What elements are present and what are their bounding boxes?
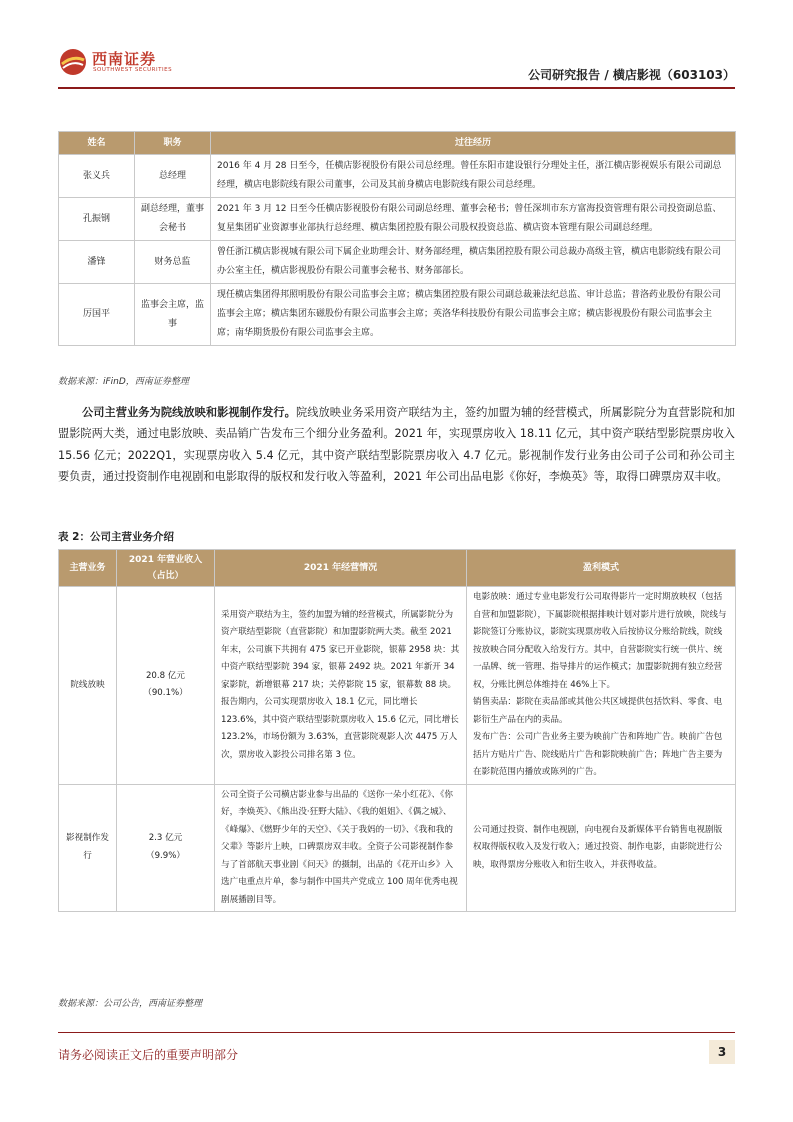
table-row <box>59 241 736 284</box>
exec-name: 孔振钢 <box>59 198 135 241</box>
report-title: 公司研究报告 / 横店影视（603103） <box>528 68 735 82</box>
revenue-share: （90.1%） <box>143 688 188 699</box>
model-paragraph: 销售卖品：影院在卖品部或其他公共区域提供包括饮料、零食、电影衍生产品在内的卖品。 <box>473 697 723 725</box>
segment-model <box>467 587 736 785</box>
header-history: 过往经历 <box>211 132 736 155</box>
table-row <box>59 284 736 346</box>
model-paragraph: 发布广告：公司广告业务主要为映前广告和阵地广告。映前广告包括片方贴片广告、院线贴片广告和影院映前广告；阵地广告主要为在影院范围内播放或陈列的广告。 <box>473 732 723 777</box>
segment-operation: 公司全资子公司横店影业参与出品的《送你一朵小红花》、《你好，李焕英》、《熊出没·狂野大陆》、《我的姐姐》、《偶之城》、《峰爆》、《燃野少年的天空》、《关于我妈的一切》、《我和我的父辈》等影片上映，口碑票房双丰收。全资子公司影视制作参与了首部航天事业剧《问天》的摄制，出品的《花开山乡》入选广电重点片单，参与制作中国共产党成立 100 周年优秀电视剧展播剧目等。 <box>215 784 467 912</box>
logo-english-name: SOUTHWEST SECURITIES <box>93 67 173 73</box>
exec-position: 副总经理，董事会秘书 <box>135 198 211 241</box>
exec-name: 张义兵 <box>59 155 135 198</box>
exec-history: 2021 年 3 月 12 日至今任横店影视股份有限公司副总经理、董事会秘书；曾任深圳市东方富海投资管理有限公司投资副总监、复星集团矿业资源事业部执行总经理、横店集团控股有限公司股权投资总监、横店资本管理有限公司副总经理。 <box>211 198 736 241</box>
exec-history: 现任横店集团得邦照明股份有限公司监事会主席；横店集团控股有限公司副总裁兼法纪总监、审计总监；普洛药业股份有限公司监事会主席；横店集团东磁股份有限公司监事会主席；英洛华科技股份有限公司监事会主席；横店影视股份有限公司监事会主席；南华期货股份有限公司监事会主席。 <box>211 284 736 346</box>
disclaimer-note: 请务必阅读正文后的重要声明部分 <box>58 1048 239 1062</box>
table-row <box>59 198 736 241</box>
segment-revenue <box>117 587 215 785</box>
header-divider <box>58 87 735 89</box>
model-paragraph: 电影放映：通过专业电影发行公司取得影片一定时期放映权（包括自营和加盟影院），下属影院根据排映计划对影片进行放映，院线与影院签订分账协议，影院实现票房收入后按协议分账给院线，院线按放映合同分配收入给发行方。其中，自营影院实行统一供片、统一品牌、统一管理、指导排片的运作模式；加盟影院拥有独立经营权，分账比例总体维持在 46%上下。 <box>473 592 727 690</box>
table-header-row <box>59 132 736 155</box>
biz-table-source: 数据来源：公司公告，西南证券整理 <box>58 999 203 1009</box>
segment-model <box>467 784 736 912</box>
model-paragraph: 公司通过投资、制作电视剧，向电视台及新媒体平台销售电视剧版权取得版权收入及发行收入；通过投资、制作电影，由影院进行公映，取得票房分账收入和衍生收入，并获得收益。 <box>473 824 723 870</box>
header-name: 姓名 <box>59 132 135 155</box>
table-row <box>59 784 736 912</box>
revenue-value: 2.3 亿元 <box>148 833 183 844</box>
business-table <box>58 549 736 912</box>
revenue-value: 20.8 亿元 <box>145 670 186 681</box>
exec-history: 2016 年 4 月 28 日至今，任横店影视股份有限公司总经理。曾任东阳市建设银行分理处主任，浙江横店影视娱乐有限公司副总经理，横店电影院线有限公司董事，公司及其前身横店电影院线有限公司总经理。 <box>211 155 736 198</box>
segment-name: 影视制作发行 <box>59 784 117 912</box>
footer-divider <box>58 1032 735 1033</box>
body-text: 院线放映业务采用资产联结为主，签约加盟为辅的经营模式，所属影院分为直营影院和加盟影院两大类，通过电影放映、卖品销广告发布三个细分业务盈利。2021 年，实现票房收入 18.11 亿元，其中资产联结型影院票房收入 15.56 亿元；2022Q1，实现票房收入 5.4 亿元，其中资产联结型影院票房收入 4.7 亿元。影视制作发行业务由公司子公司和孙公司主要负责，通过投资制作电视剧和电影取得的版权和发行收入等盈利，2021 年公司出品电影《你好，李焕英》等，取得口碑票房双丰收。 <box>58 406 735 484</box>
executive-table <box>58 131 736 346</box>
table-row <box>59 587 736 785</box>
table-header-row <box>59 550 736 587</box>
exec-name: 厉国平 <box>59 284 135 346</box>
header-revenue: 2021 年营业收入（占比） <box>117 550 215 587</box>
header-operation: 2021 年经营情况 <box>215 550 467 587</box>
exec-name: 潘锋 <box>59 241 135 284</box>
logo-emblem-icon <box>58 47 88 77</box>
logo-chinese-name: 西南证券 <box>92 50 157 68</box>
page-number: 3 <box>709 1040 735 1064</box>
exec-position: 财务总监 <box>135 241 211 284</box>
body-lead: 公司主营业务为院线放映和影视制作发行。 <box>82 406 296 419</box>
body-paragraph <box>58 402 735 488</box>
exec-position: 监事会主席，监事 <box>135 284 211 346</box>
exec-position: 总经理 <box>135 155 211 198</box>
company-logo <box>58 45 178 79</box>
exec-history: 曾任浙江横店影视城有限公司下属企业助理会计、财务部经理，横店集团控股有限公司总裁办高级主管，横店电影院线有限公司办公室主任，横店影视股份有限公司董事会秘书、财务部部长。 <box>211 241 736 284</box>
exec-table-source: 数据来源：iFinD，西南证券整理 <box>58 377 189 387</box>
header-position: 职务 <box>135 132 211 155</box>
segment-revenue <box>117 784 215 912</box>
table-row <box>59 155 736 198</box>
segment-operation: 采用资产联结为主，签约加盟为辅的经营模式，所属影院分为资产联结型影院（直营影院）和加盟影院两大类。截至 2021 年末，公司旗下共拥有 475 家已开业影院，银幕 2958 块：其中资产联结型影院 394 家，银幕 2492 块。2021 年新开 34 家影院，新增银幕 217 块；关停影院 15 家，银幕数 88 块。报告期内，公司实现票房收入 18.1 亿元，同比增长 123.6%，其中资产联结型影院票房收入 15.6 亿元，同比增长 123.2%，市场份额为 3.63%，直营影院观影人次 4475 万人次，票房收入影投公司排名第 3 位。 <box>215 587 467 785</box>
table-caption: 表 2：公司主营业务介绍 <box>58 531 174 543</box>
revenue-share: （9.9%） <box>145 850 186 861</box>
header-segment: 主营业务 <box>59 550 117 587</box>
header-model: 盈利模式 <box>467 550 736 587</box>
segment-name: 院线放映 <box>59 587 117 785</box>
